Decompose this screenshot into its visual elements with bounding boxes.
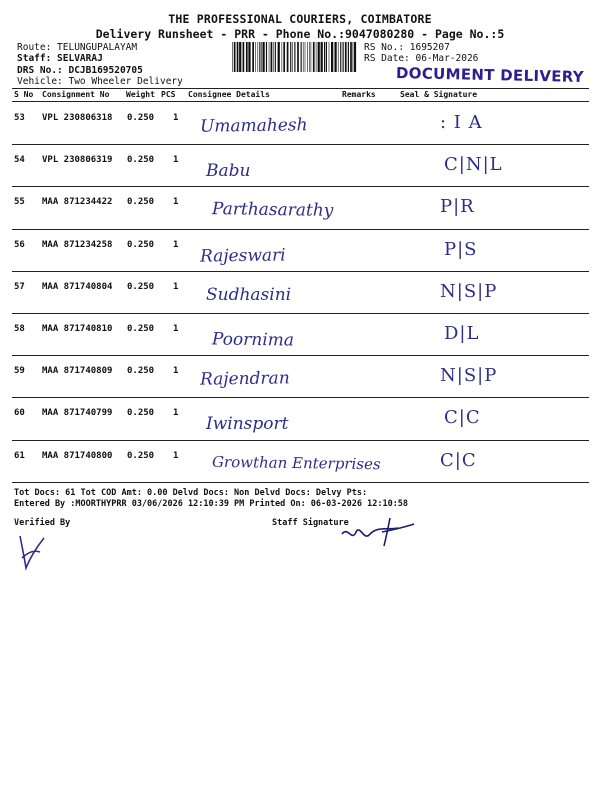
drs-number: DRS No.: DCJB169520705 [17, 65, 143, 76]
row-pieces: 1 [173, 281, 179, 292]
barcode-bar [232, 42, 233, 72]
col-remarks: Remarks [342, 90, 376, 99]
row-serial-number: 57 [14, 281, 25, 292]
col-pcs: PCS [161, 90, 176, 99]
barcode-bar [252, 42, 254, 72]
barcode-bar [266, 42, 267, 72]
company-name: THE PROFESSIONAL COURIERS, COIMBATORE [168, 12, 432, 26]
barcode-bar [324, 42, 325, 72]
row-serial-number: 56 [14, 239, 25, 250]
barcode-bar [294, 42, 295, 72]
barcode-bar [343, 42, 344, 72]
handwritten-consignee-name: Rajendran [199, 368, 290, 390]
col-seal: Seal & Signature [400, 90, 478, 99]
barcode-bar [283, 42, 285, 72]
handwritten-consignee-name: Umamahesh [199, 115, 308, 137]
table-row [12, 229, 589, 271]
barcode-bar [259, 42, 260, 72]
barcode-bar [313, 42, 315, 72]
barcode-bar [297, 42, 299, 72]
row-pieces: 1 [173, 324, 179, 334]
handwritten-seal-mark: N|S|P [440, 365, 498, 387]
barcode-bar [348, 42, 349, 72]
row-weight: 0.250 [127, 155, 155, 166]
row-consignment-number: MAA 871740804 [42, 281, 113, 292]
barcode-bar [329, 42, 330, 72]
handwritten-consignee-name: Iwinsport [206, 414, 289, 435]
barcode-bar [318, 42, 320, 72]
row-divider [12, 482, 589, 483]
barcode-bar [271, 42, 273, 72]
verified-signature [14, 528, 58, 572]
table-row [12, 313, 589, 355]
handwritten-consignee-name: Poornima [211, 329, 295, 351]
handwritten-seal-mark: : I A [440, 112, 483, 133]
row-weight: 0.250 [127, 197, 155, 208]
vehicle-label: Vehicle: Two Wheeler Delivery [17, 76, 183, 87]
row-pieces: 1 [173, 155, 179, 166]
row-pieces: 1 [173, 450, 179, 461]
handwritten-seal-mark: D|L [444, 323, 480, 344]
handwritten-consignee-name: Babu [206, 161, 251, 182]
barcode-bar [331, 42, 333, 72]
barcode-bar [269, 42, 270, 72]
barcode-bar [301, 42, 302, 72]
barcode-bar [350, 42, 352, 72]
barcode-bar [309, 42, 310, 72]
barcode-bar [303, 42, 304, 72]
table-row [12, 271, 589, 313]
col-consignment: Consignment No [42, 90, 110, 99]
row-serial-number: 59 [14, 366, 25, 377]
row-weight: 0.250 [127, 324, 155, 334]
row-serial-number: 55 [14, 197, 25, 208]
barcode-bar [255, 42, 256, 72]
entered-by-line: Entered By :MOORTHYPRR 03/06/2026 12:10:39 PM Printed On: 06-03-2026 12:10:58 [14, 499, 409, 509]
barcode-bar [282, 42, 283, 72]
rs-number: RS No.: 1695207 [364, 42, 450, 53]
barcode-bar [316, 42, 317, 72]
table-row [12, 440, 589, 482]
row-consignment-number: MAA 871740809 [42, 366, 113, 377]
handwritten-seal-mark: P|R [440, 196, 475, 218]
handwritten-seal-mark: N|S|P [440, 280, 498, 302]
staff-signature [338, 512, 418, 548]
handwritten-seal-mark: C|C [440, 449, 477, 471]
barcode-bar [326, 42, 327, 72]
barcode-bar [258, 42, 259, 72]
barcode-bar [292, 42, 293, 72]
col-weight: Weight [126, 90, 155, 99]
row-consignment-number: MAA 871234422 [42, 197, 113, 208]
route-label: Route: TELUNGUPALAYAM [17, 42, 138, 53]
row-pieces: 1 [173, 113, 179, 123]
row-consignment-number: MAA 871740810 [42, 324, 113, 334]
col-sno: S No [14, 90, 34, 99]
handwritten-seal-mark: C|N|L [444, 154, 503, 176]
row-consignment-number: MAA 871234258 [42, 239, 113, 250]
barcode-bar [262, 42, 264, 72]
handwritten-consignee-name: Parthasarathy [211, 199, 334, 222]
row-pieces: 1 [173, 366, 179, 377]
handwritten-consignee-name: Rajeswari [199, 244, 286, 267]
row-consignment-number: VPL 230806319 [42, 155, 113, 166]
barcode-image [232, 42, 358, 72]
barcode-bar [354, 42, 356, 72]
document-delivery-stamp: DOCUMENT DELIVERY [395, 64, 585, 86]
barcode-bar [338, 42, 339, 72]
row-serial-number: 58 [14, 324, 25, 334]
row-weight: 0.250 [127, 239, 155, 250]
handwritten-consignee-name: Growthan Enterprises [211, 452, 381, 473]
row-serial-number: 60 [14, 408, 25, 419]
table-row [12, 397, 589, 439]
row-weight: 0.250 [127, 450, 155, 461]
header-top-rule [12, 88, 589, 89]
barcode-bar [278, 42, 280, 72]
row-weight: 0.250 [127, 408, 155, 419]
row-serial-number: 54 [14, 155, 25, 166]
col-consignee: Consignee Details [188, 90, 270, 99]
barcode-bar [311, 42, 312, 72]
barcode-bar [334, 42, 336, 72]
barcode-bar [234, 42, 236, 72]
table-row [12, 186, 589, 228]
row-weight: 0.250 [127, 281, 155, 292]
row-pieces: 1 [173, 197, 179, 208]
handwritten-seal-mark: P|S [444, 238, 478, 260]
barcode-bar [273, 42, 274, 72]
row-consignment-number: MAA 871740800 [42, 450, 113, 461]
barcode-bar [246, 42, 248, 72]
row-serial-number: 53 [14, 113, 25, 123]
barcode-bar [307, 42, 308, 72]
totals-line: Tot Docs: 61 Tot COD Amt: 0.00 Delvd Docs: Non Delvd Docs: Delvy Pts: [14, 488, 368, 498]
barcode-bar [243, 42, 245, 72]
barcode-bar [287, 42, 289, 72]
table-row [12, 144, 589, 186]
staff-signature-label: Staff Signature [272, 518, 349, 528]
barcode-bar [321, 42, 323, 72]
table-row [12, 355, 589, 397]
row-consignment-number: MAA 871740799 [42, 408, 113, 419]
table-row [12, 102, 589, 144]
row-weight: 0.250 [127, 366, 155, 377]
row-serial-number: 61 [14, 450, 25, 461]
barcode-bar [239, 42, 241, 72]
verified-by-label: Verified By [14, 518, 71, 528]
handwritten-consignee-name: Sudhasini [206, 284, 292, 305]
barcode-bar [290, 42, 291, 72]
row-pieces: 1 [173, 408, 179, 419]
handwritten-seal-mark: C|C [444, 407, 481, 429]
rs-date: RS Date: 06-Mar-2026 [364, 53, 479, 64]
row-weight: 0.250 [127, 113, 155, 123]
barcode-bar [237, 42, 239, 72]
barcode-bar [248, 42, 250, 72]
staff-label: Staff: SELVARAJ [17, 53, 103, 64]
barcode-bar [261, 42, 262, 72]
barcode-bar [305, 42, 306, 72]
barcode-bar [275, 42, 276, 72]
barcode-bar [353, 42, 354, 72]
runsheet-title: Delivery Runsheet - PRR - Phone No.:9047080280 - Page No.:5 [95, 27, 505, 41]
row-consignment-number: VPL 230806318 [42, 113, 113, 123]
barcode-bar [340, 42, 341, 72]
barcode-bar [345, 42, 347, 72]
row-pieces: 1 [173, 239, 179, 250]
